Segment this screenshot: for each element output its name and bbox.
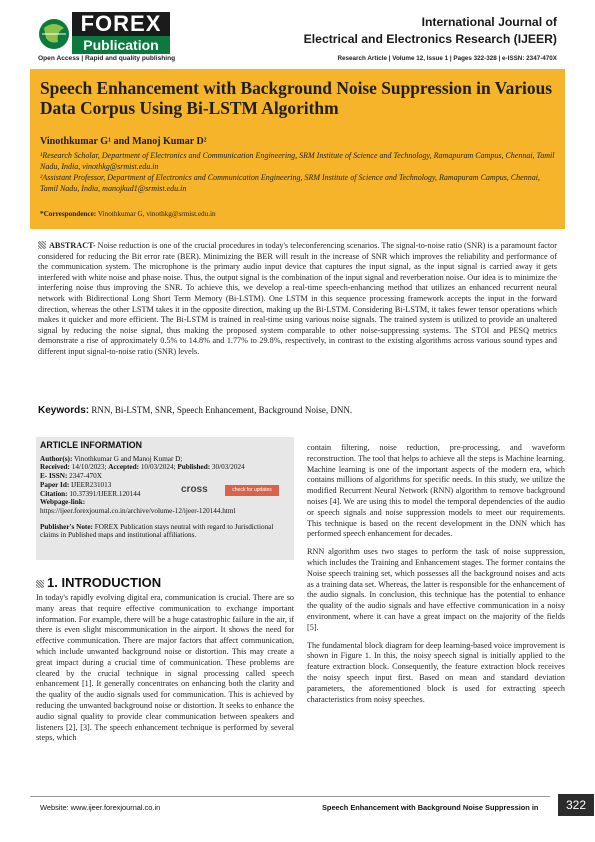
info-eissn-label: E- ISSN: [40, 472, 68, 481]
info-received-label: Received: [40, 463, 70, 472]
info-citation-label: Citation: [40, 489, 68, 498]
left-column-text: In today's rapidly evolving digital era, communication is crucial. There are so many areas that require effective communication to exchange important information. For example, there will be a huge catastrophic failure in the air, if there is even slight miscommunication in the airport. It shows the need for effective communication. There are major factors that affect communication, which include unwanted background noise or distortion. This may create a great impact during a crucial time of communication. These problems are cleared by the crucial technique in signal processing called speech enhancement [1]. It generally concentrates on enhancing both the clarity and the quality of the audio signals used for communication. This is achieved by reducing the unwanted background noise or distortion. It seeks to enhance the audio signal quality to provide clear communication between speakers and listeners [2], [3]. The speech enhancement technique is performed by several steps, which [36, 593, 294, 743]
keywords [38, 405, 557, 416]
info-paperid: IJEER231013 [69, 480, 112, 489]
paper-title: Speech Enhancement with Background Noise Suppression in Various Data Corpus Using Bi-LSTM Algorithm [40, 78, 553, 118]
info-webpage-link[interactable]: https://ijeer.forexjournal.co.in/archive/volume-12/ijeer-120144.html [40, 506, 236, 515]
info-authors-label: Author(s): [40, 454, 73, 463]
crossmark-badge[interactable] [181, 484, 281, 498]
info-authors: Vinothkumar G and Manoj Kumar D; [72, 454, 183, 463]
info-eissn: 2347-470X [67, 472, 102, 481]
paragraph: RNN algorithm uses two stages to perform the task of noise suppression, which includes the Training and Enhancement stages. The former contains the Noise speech training set, which possesses all the background noises and acts as a training data set. Whereas, the latter is responsible for the enhancement of the audio signals. In conclusion, this technique has the potential to enhance the quality of the audio signals and have effective communication in a noisy environment, where it can have a great impact on the majority of the fields [5]. [307, 547, 565, 632]
right-column-text [307, 443, 565, 712]
correspondence-text: Vinothkumar G, vinothkg@srmist.edu.in [96, 210, 216, 218]
info-webpage-label: Webpage-link: [40, 498, 86, 507]
logo-text-publication: Publication [72, 36, 170, 54]
section-marker-icon [36, 580, 44, 588]
abstract-text: Noise reduction is one of the crucial procedures in today's teleconferencing scenarios. The signal-to-noise ratio (SNR) is a paramount factor considered for reducing the Bit error rate (BER). Minimizing the BER will result in the increase of SNR which improves the reliability and performance of the communication system. The microphone is the primary audio input device that captures the input signal, as the input signal is carried away it gets interfered with white noise and phase noise. Thus, the output signal is the combination of the input signal and reverberation noise. Our idea is to minimize the interfering noise thus improving the SNR. To achieve this, we develop a real-time speech-enhancing method that utilizes an enhanced recurrent neural network with Bidirectional Long Short Term Memory (Bi-LSTM). One LSTM in this sequence processing framework accepts the input in the forward direction, whereas the other LSTM takes it in the opposite direction, making up the Bi-LSTM. Considering Bi-LSTM, it takes fewer tensor operations which makes it quicker and more efficient. The Bi-LSTM is trained in real-time using various noise signals. The trained system is utilized to provide an unaltered signal by reducing the noise signal, thus making the proposed system comparable to other noise-suppressing systems. The STOI and PESQ metrics demonstrate a rise of approximately 0.5% to 14.8% and 1.77% to 29.8%, respectively, in contrast to the existing algorithms across various sound types and different input signal-to-noise ratio (SNR) levels. [38, 241, 557, 356]
affiliations [40, 150, 555, 194]
section-heading-introduction [36, 575, 161, 590]
correspondence [40, 210, 216, 218]
footer-running-title: Speech Enhancement with Background Noise Suppression in [322, 803, 539, 812]
authors: Vinothkumar G¹ and Manoj Kumar D² [40, 136, 207, 147]
globe-icon [38, 16, 70, 52]
paragraph: The fundamental block diagram for deep learning-based voice improvement is shown in Figure 1. In this, the noisy speech signal is initially applied to the feature extraction block. Consequently, the feature extraction block receives the noisy speech input first. Based on mean and standard deviation parameters, the aforementioned block is used for extracting speech characteristics from noisy speeches. [307, 640, 565, 704]
keywords-label: Keywords: [38, 405, 90, 416]
journal-name-line1: International Journal of [421, 15, 557, 29]
info-published-label: Published: [177, 463, 211, 472]
publisher-note: FOREX Publication stays neutral with regard to Jurisdictional claims in Published maps and institutional affiliations. [40, 522, 274, 540]
article-meta: Research Article | Volume 12, Issue 1 | Pages 322-328 | e-ISSN: 2347-470X [337, 55, 557, 62]
info-paperid-label: Paper Id: [40, 480, 70, 489]
info-citation-link[interactable]: 10.37391/IJEER.120144 [67, 489, 141, 498]
crossref-text: cross [181, 484, 208, 495]
page-number: 322 [558, 794, 594, 816]
article-info-heading: ARTICLE INFORMATION [40, 440, 142, 450]
journal-name [257, 14, 557, 48]
paragraph: contain filtering, noise reduction, pre-processing, and waveform reconstruction. The tool that helps to achieve all the steps is Machine learning. Machine learning is one of the important aspects of the modern era, which contains millions of algorithms for specific needs. In this study, we utilize the modified Recurrent Neural Network (RNN) algorithm to remove background noises [4]. We are using this to model the temporal dependencies of the audio or speech signals and noise suppression models to meet our requirements. This technique is based on the recent development in the DNN which has performed speech enhancement for decades. [307, 443, 565, 539]
info-accepted-label: Accepted: [108, 463, 140, 472]
info-received: 14/10/2023; [69, 463, 107, 472]
publisher-note-label: Publisher's Note: [40, 522, 93, 531]
info-accepted: 10/03/2024; [139, 463, 176, 472]
section-heading-text: 1. INTRODUCTION [47, 575, 162, 590]
footer-website[interactable]: Website: www.ijeer.forexjournal.co.in [40, 803, 161, 812]
keywords-text: RNN, Bi-LSTM, SNR, Speech Enhancement, Background Noise, DNN. [89, 405, 353, 415]
tagline: Open Access | Rapid and quality publishing [38, 55, 176, 62]
abstract-label: ABSTRACT- [49, 241, 96, 250]
correspondence-label: *Correspondence: [40, 210, 97, 218]
logo-text-forex: FOREX [72, 12, 170, 36]
footer-divider [30, 796, 550, 797]
affiliation-2: ²Assistant Professor, Department of Electronics and Communication Engineering, SRM Institute of Science and Technology, Ramapuram Campus, Chennai, Tamil Nadu, India, manojkud1@srmist.edu.in [40, 173, 540, 193]
check-updates-badge: check for updates [225, 485, 279, 496]
section-marker-icon [38, 241, 46, 249]
abstract [38, 241, 557, 358]
journal-name-line2: Electrical and Electronics Research (IJEER) [303, 32, 557, 46]
journal-logo [38, 12, 170, 54]
info-published: 30/03/2024 [210, 463, 245, 472]
affiliation-1: ¹Research Scholar, Department of Electronics and Communication Engineering, SRM Institute of Science and Technology, Ramapuram Campus, Chennai, Tamil Nadu, India, vinothkg@srmist.edu.in [40, 151, 555, 171]
